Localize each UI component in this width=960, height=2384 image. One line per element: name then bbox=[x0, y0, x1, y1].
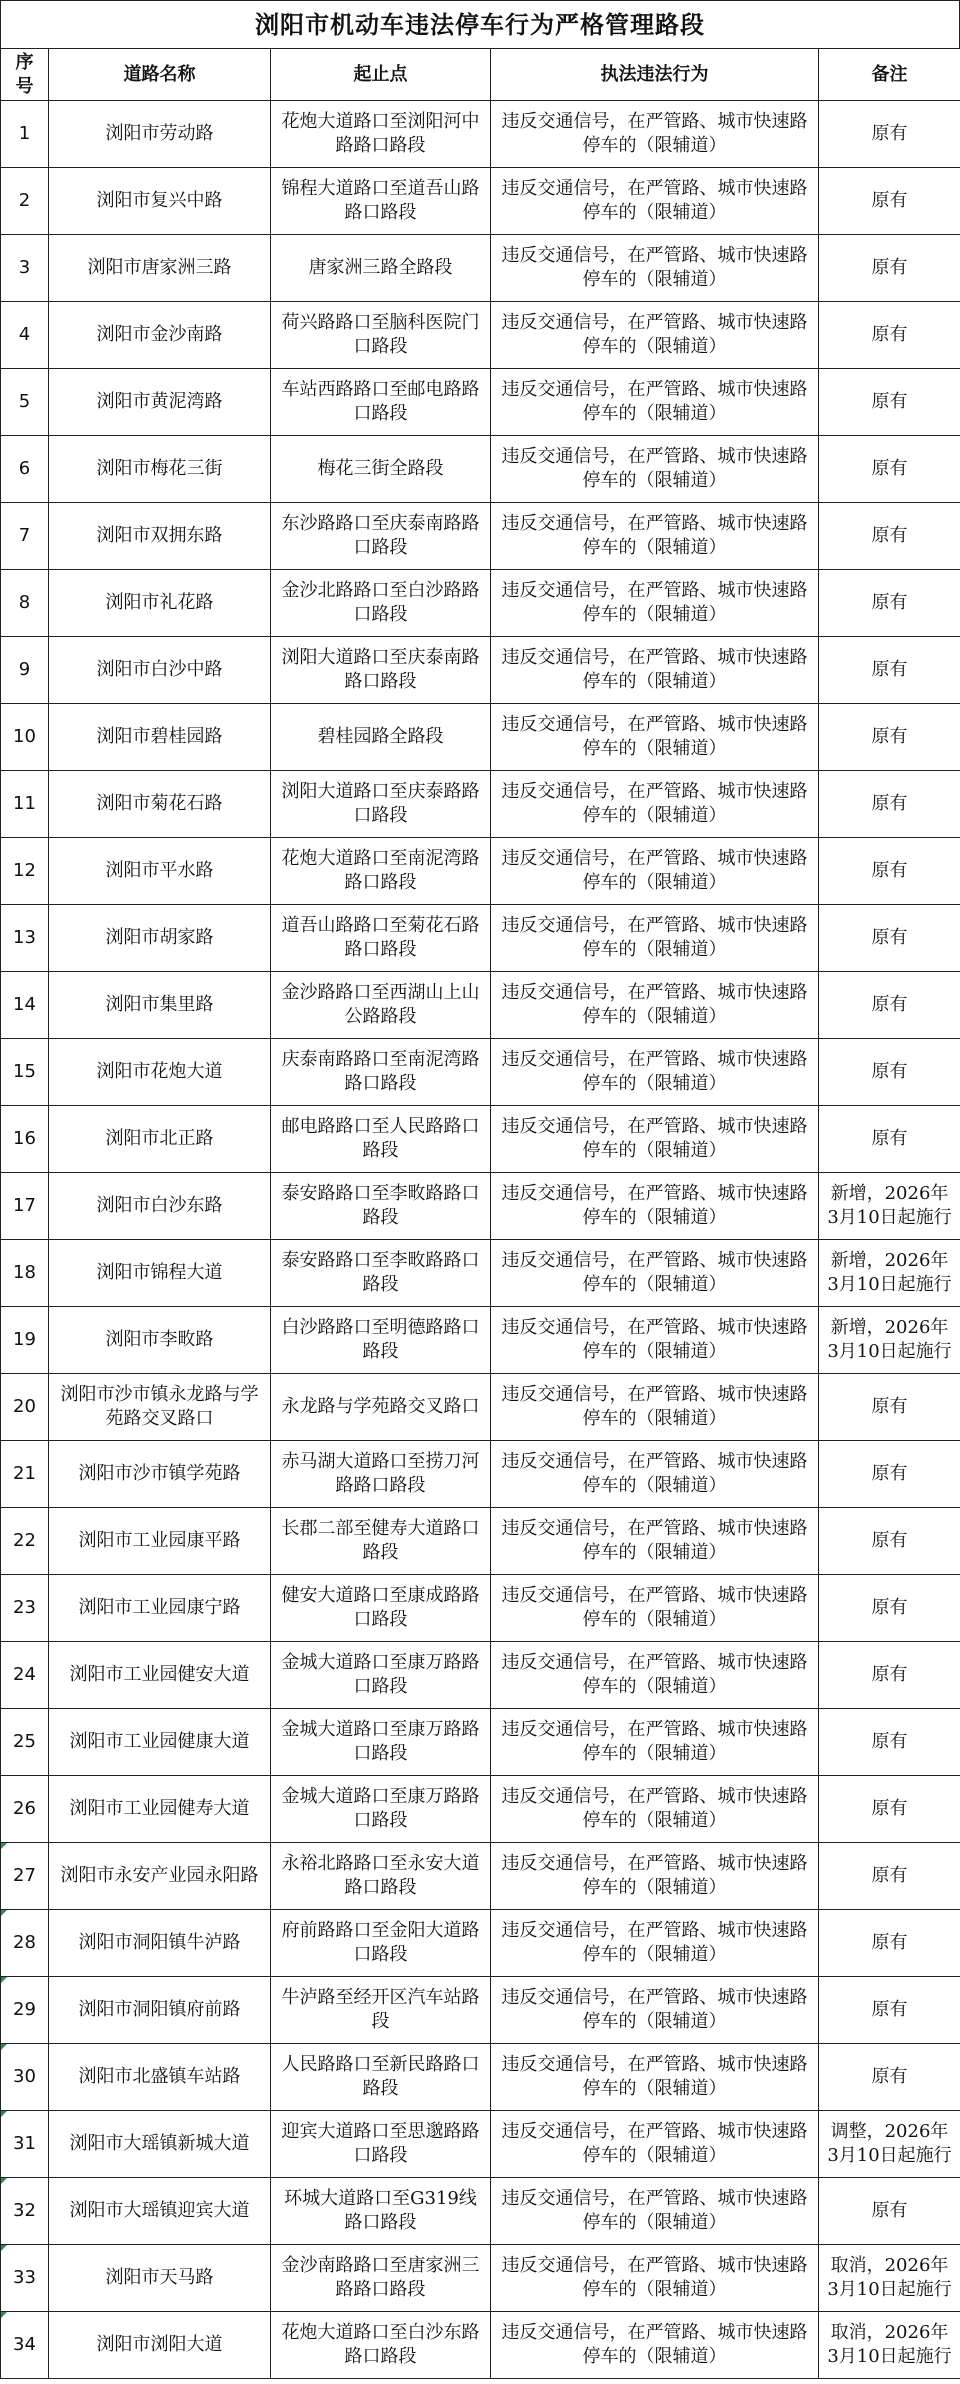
cell-range: 花炮大道路口至南泥湾路路口路段 bbox=[271, 838, 491, 905]
cell-no: 19 bbox=[1, 1307, 49, 1374]
table-row bbox=[1, 1106, 960, 1173]
cell-note: 原有 bbox=[819, 2178, 960, 2245]
cell-road-name: 浏阳市白沙中路 bbox=[49, 637, 271, 704]
cell-range: 永裕北路路口至永安大道路口路段 bbox=[271, 1843, 491, 1910]
cell-road-name: 浏阳市花炮大道 bbox=[49, 1039, 271, 1106]
cell-road-name: 浏阳市唐家洲三路 bbox=[49, 235, 271, 302]
cell-range: 金城大道路口至康万路路口路段 bbox=[271, 1642, 491, 1709]
cell-road-name: 浏阳市工业园康平路 bbox=[49, 1508, 271, 1575]
table-row bbox=[1, 905, 960, 972]
cell-no: 27 bbox=[1, 1843, 49, 1910]
cell-road-name: 浏阳市大瑶镇迎宾大道 bbox=[49, 2178, 271, 2245]
cell-corner-marker bbox=[1, 1977, 7, 1983]
cell-range: 庆泰南路路口至南泥湾路路口路段 bbox=[271, 1039, 491, 1106]
header-no: 序号 bbox=[1, 49, 49, 101]
cell-no: 10 bbox=[1, 704, 49, 771]
cell-no: 20 bbox=[1, 1374, 49, 1441]
cell-no: 6 bbox=[1, 436, 49, 503]
cell-behavior: 违反交通信号，在严管路、城市快速路停车的（限辅道） bbox=[491, 1441, 819, 1508]
cell-note: 原有 bbox=[819, 570, 960, 637]
cell-range: 东沙路路口至庆泰南路路口路段 bbox=[271, 503, 491, 570]
cell-road-name: 浏阳市北盛镇车站路 bbox=[49, 2044, 271, 2111]
table-row bbox=[1, 1307, 960, 1374]
roads-table bbox=[0, 48, 960, 2379]
cell-range: 环城大道路口至G319线路口路段 bbox=[271, 2178, 491, 2245]
cell-note: 原有 bbox=[819, 1843, 960, 1910]
table-row bbox=[1, 838, 960, 905]
cell-road-name: 浏阳市北正路 bbox=[49, 1106, 271, 1173]
cell-note: 原有 bbox=[819, 1374, 960, 1441]
cell-note: 原有 bbox=[819, 1106, 960, 1173]
table-row bbox=[1, 1508, 960, 1575]
cell-no: 34 bbox=[1, 2312, 49, 2379]
cell-corner-marker bbox=[1, 1910, 7, 1916]
cell-behavior: 违反交通信号，在严管路、城市快速路停车的（限辅道） bbox=[491, 2178, 819, 2245]
table-row bbox=[1, 1441, 960, 1508]
cell-no: 32 bbox=[1, 2178, 49, 2245]
table-row bbox=[1, 369, 960, 436]
cell-note: 原有 bbox=[819, 1709, 960, 1776]
table-row bbox=[1, 771, 960, 838]
cell-no: 22 bbox=[1, 1508, 49, 1575]
cell-behavior: 违反交通信号，在严管路、城市快速路停车的（限辅道） bbox=[491, 2111, 819, 2178]
cell-road-name: 浏阳市洞阳镇府前路 bbox=[49, 1977, 271, 2044]
cell-behavior: 违反交通信号，在严管路、城市快速路停车的（限辅道） bbox=[491, 1575, 819, 1642]
cell-road-name: 浏阳市碧桂园路 bbox=[49, 704, 271, 771]
cell-road-name: 浏阳市胡家路 bbox=[49, 905, 271, 972]
cell-no: 4 bbox=[1, 302, 49, 369]
cell-behavior: 违反交通信号，在严管路、城市快速路停车的（限辅道） bbox=[491, 570, 819, 637]
cell-no: 14 bbox=[1, 972, 49, 1039]
cell-corner-marker bbox=[1, 1843, 7, 1849]
cell-range: 赤马湖大道路口至捞刀河路路口路段 bbox=[271, 1441, 491, 1508]
cell-road-name: 浏阳市沙市镇学苑路 bbox=[49, 1441, 271, 1508]
cell-behavior: 违反交通信号，在严管路、城市快速路停车的（限辅道） bbox=[491, 302, 819, 369]
cell-no: 23 bbox=[1, 1575, 49, 1642]
table-row bbox=[1, 2178, 960, 2245]
cell-road-name: 浏阳市永安产业园永阳路 bbox=[49, 1843, 271, 1910]
cell-note: 原有 bbox=[819, 1039, 960, 1106]
table-row bbox=[1, 1776, 960, 1843]
table-row bbox=[1, 1977, 960, 2044]
table-row bbox=[1, 235, 960, 302]
cell-road-name: 浏阳市白沙东路 bbox=[49, 1173, 271, 1240]
cell-note: 原有 bbox=[819, 369, 960, 436]
cell-no: 2 bbox=[1, 168, 49, 235]
cell-note: 原有 bbox=[819, 1642, 960, 1709]
cell-range: 荷兴路路口至脑科医院门口路段 bbox=[271, 302, 491, 369]
cell-note: 调整，2026年3月10日起施行 bbox=[819, 2111, 960, 2178]
table-row bbox=[1, 436, 960, 503]
cell-no: 21 bbox=[1, 1441, 49, 1508]
table-row bbox=[1, 2245, 960, 2312]
cell-note: 新增，2026年3月10日起施行 bbox=[819, 1240, 960, 1307]
cell-range: 泰安路路口至李畋路路口路段 bbox=[271, 1173, 491, 1240]
cell-range: 白沙路路口至明德路路口路段 bbox=[271, 1307, 491, 1374]
table-row bbox=[1, 101, 960, 168]
cell-range: 邮电路路口至人民路路口路段 bbox=[271, 1106, 491, 1173]
cell-note: 原有 bbox=[819, 771, 960, 838]
cell-behavior: 违反交通信号，在严管路、城市快速路停车的（限辅道） bbox=[491, 1977, 819, 2044]
cell-no: 3 bbox=[1, 235, 49, 302]
cell-behavior: 违反交通信号，在严管路、城市快速路停车的（限辅道） bbox=[491, 1307, 819, 1374]
cell-behavior: 违反交通信号，在严管路、城市快速路停车的（限辅道） bbox=[491, 1642, 819, 1709]
cell-range: 永龙路与学苑路交叉路口 bbox=[271, 1374, 491, 1441]
cell-no: 28 bbox=[1, 1910, 49, 1977]
cell-corner-marker bbox=[1, 2111, 7, 2117]
cell-corner-marker bbox=[1, 2312, 7, 2318]
cell-range: 浏阳大道路口至庆泰路路口路段 bbox=[271, 771, 491, 838]
cell-range: 人民路路口至新民路路口路段 bbox=[271, 2044, 491, 2111]
cell-range: 金城大道路口至康万路路口路段 bbox=[271, 1776, 491, 1843]
cell-no: 15 bbox=[1, 1039, 49, 1106]
cell-no: 29 bbox=[1, 1977, 49, 2044]
cell-range: 长郡二部至健寿大道路口路段 bbox=[271, 1508, 491, 1575]
cell-road-name: 浏阳市双拥东路 bbox=[49, 503, 271, 570]
cell-note: 原有 bbox=[819, 235, 960, 302]
cell-range: 唐家洲三路全路段 bbox=[271, 235, 491, 302]
cell-range: 健安大道路口至康成路路口路段 bbox=[271, 1575, 491, 1642]
cell-no: 13 bbox=[1, 905, 49, 972]
cell-note: 新增，2026年3月10日起施行 bbox=[819, 1307, 960, 1374]
cell-range: 碧桂园路全路段 bbox=[271, 704, 491, 771]
cell-behavior: 违反交通信号，在严管路、城市快速路停车的（限辅道） bbox=[491, 1709, 819, 1776]
cell-note: 原有 bbox=[819, 436, 960, 503]
cell-behavior: 违反交通信号，在严管路、城市快速路停车的（限辅道） bbox=[491, 972, 819, 1039]
table-row bbox=[1, 1709, 960, 1776]
cell-note: 原有 bbox=[819, 1508, 960, 1575]
cell-road-name: 浏阳市工业园健寿大道 bbox=[49, 1776, 271, 1843]
table-row bbox=[1, 2044, 960, 2111]
cell-range: 迎宾大道路口至思邈路路口路段 bbox=[271, 2111, 491, 2178]
table-row bbox=[1, 1240, 960, 1307]
cell-no: 33 bbox=[1, 2245, 49, 2312]
table-row bbox=[1, 1575, 960, 1642]
table-row bbox=[1, 1642, 960, 1709]
table-row bbox=[1, 168, 960, 235]
cell-no: 5 bbox=[1, 369, 49, 436]
table-row bbox=[1, 503, 960, 570]
cell-range: 花炮大道路口至浏阳河中路路口路段 bbox=[271, 101, 491, 168]
cell-behavior: 违反交通信号，在严管路、城市快速路停车的（限辅道） bbox=[491, 1776, 819, 1843]
cell-range: 金沙南路路口至唐家洲三路路口路段 bbox=[271, 2245, 491, 2312]
cell-road-name: 浏阳市洞阳镇牛泸路 bbox=[49, 1910, 271, 1977]
table-header-row bbox=[1, 49, 960, 101]
cell-no: 26 bbox=[1, 1776, 49, 1843]
cell-behavior: 违反交通信号，在严管路、城市快速路停车的（限辅道） bbox=[491, 1508, 819, 1575]
table-row bbox=[1, 2312, 960, 2379]
cell-road-name: 浏阳市天马路 bbox=[49, 2245, 271, 2312]
cell-road-name: 浏阳市工业园健安大道 bbox=[49, 1642, 271, 1709]
cell-road-name: 浏阳市黄泥湾路 bbox=[49, 369, 271, 436]
cell-range: 浏阳大道路口至庆泰南路路口路段 bbox=[271, 637, 491, 704]
cell-behavior: 违反交通信号，在严管路、城市快速路停车的（限辅道） bbox=[491, 168, 819, 235]
cell-road-name: 浏阳市锦程大道 bbox=[49, 1240, 271, 1307]
cell-note: 新增，2026年3月10日起施行 bbox=[819, 1173, 960, 1240]
cell-road-name: 浏阳市劳动路 bbox=[49, 101, 271, 168]
cell-range: 锦程大道路口至道吾山路路口路段 bbox=[271, 168, 491, 235]
cell-note: 原有 bbox=[819, 704, 960, 771]
cell-note: 原有 bbox=[819, 905, 960, 972]
cell-no: 1 bbox=[1, 101, 49, 168]
table-row bbox=[1, 972, 960, 1039]
table-row bbox=[1, 2111, 960, 2178]
cell-no: 31 bbox=[1, 2111, 49, 2178]
cell-note: 原有 bbox=[819, 168, 960, 235]
cell-no: 18 bbox=[1, 1240, 49, 1307]
page-title: 浏阳市机动车违法停车行为严格管理路段 bbox=[0, 0, 960, 48]
table-row bbox=[1, 1039, 960, 1106]
cell-behavior: 违反交通信号，在严管路、城市快速路停车的（限辅道） bbox=[491, 637, 819, 704]
cell-road-name: 浏阳市李畋路 bbox=[49, 1307, 271, 1374]
cell-behavior: 违反交通信号，在严管路、城市快速路停车的（限辅道） bbox=[491, 1240, 819, 1307]
cell-note: 取消，2026年3月10日起施行 bbox=[819, 2245, 960, 2312]
cell-behavior: 违反交通信号，在严管路、城市快速路停车的（限辅道） bbox=[491, 436, 819, 503]
cell-note: 原有 bbox=[819, 1575, 960, 1642]
cell-note: 原有 bbox=[819, 101, 960, 168]
cell-behavior: 违反交通信号，在严管路、城市快速路停车的（限辅道） bbox=[491, 2245, 819, 2312]
cell-corner-marker bbox=[1, 2245, 7, 2251]
cell-behavior: 违反交通信号，在严管路、城市快速路停车的（限辅道） bbox=[491, 2044, 819, 2111]
cell-road-name: 浏阳市平水路 bbox=[49, 838, 271, 905]
cell-behavior: 违反交通信号，在严管路、城市快速路停车的（限辅道） bbox=[491, 1039, 819, 1106]
cell-note: 原有 bbox=[819, 838, 960, 905]
cell-range: 牛泸路至经开区汽车站路段 bbox=[271, 1977, 491, 2044]
cell-no: 17 bbox=[1, 1173, 49, 1240]
cell-road-name: 浏阳市菊花石路 bbox=[49, 771, 271, 838]
cell-note: 原有 bbox=[819, 637, 960, 704]
cell-note: 原有 bbox=[819, 1977, 960, 2044]
header-range: 起止点 bbox=[271, 49, 491, 101]
cell-corner-marker bbox=[1, 2178, 7, 2184]
table-row bbox=[1, 1374, 960, 1441]
cell-no: 7 bbox=[1, 503, 49, 570]
cell-behavior: 违反交通信号，在严管路、城市快速路停车的（限辅道） bbox=[491, 1106, 819, 1173]
cell-behavior: 违反交通信号，在严管路、城市快速路停车的（限辅道） bbox=[491, 905, 819, 972]
cell-behavior: 违反交通信号，在严管路、城市快速路停车的（限辅道） bbox=[491, 1374, 819, 1441]
cell-no: 24 bbox=[1, 1642, 49, 1709]
cell-road-name: 浏阳市金沙南路 bbox=[49, 302, 271, 369]
cell-behavior: 违反交通信号，在严管路、城市快速路停车的（限辅道） bbox=[491, 1910, 819, 1977]
table-row bbox=[1, 302, 960, 369]
cell-road-name: 浏阳市工业园康宁路 bbox=[49, 1575, 271, 1642]
table-row bbox=[1, 704, 960, 771]
cell-behavior: 违反交通信号，在严管路、城市快速路停车的（限辅道） bbox=[491, 704, 819, 771]
cell-no: 25 bbox=[1, 1709, 49, 1776]
cell-behavior: 违反交通信号，在严管路、城市快速路停车的（限辅道） bbox=[491, 1173, 819, 1240]
cell-range: 府前路路口至金阳大道路口路段 bbox=[271, 1910, 491, 1977]
cell-no: 11 bbox=[1, 771, 49, 838]
cell-no: 9 bbox=[1, 637, 49, 704]
cell-no: 16 bbox=[1, 1106, 49, 1173]
table-row bbox=[1, 1843, 960, 1910]
cell-behavior: 违反交通信号，在严管路、城市快速路停车的（限辅道） bbox=[491, 369, 819, 436]
cell-road-name: 浏阳市浏阳大道 bbox=[49, 2312, 271, 2379]
cell-range: 金城大道路口至康万路路口路段 bbox=[271, 1709, 491, 1776]
header-note: 备注 bbox=[819, 49, 960, 101]
cell-note: 原有 bbox=[819, 2044, 960, 2111]
cell-range: 道吾山路路口至菊花石路路口路段 bbox=[271, 905, 491, 972]
cell-behavior: 违反交通信号，在严管路、城市快速路停车的（限辅道） bbox=[491, 2312, 819, 2379]
cell-road-name: 浏阳市工业园健康大道 bbox=[49, 1709, 271, 1776]
cell-behavior: 违反交通信号，在严管路、城市快速路停车的（限辅道） bbox=[491, 503, 819, 570]
cell-range: 花炮大道路口至白沙东路路口路段 bbox=[271, 2312, 491, 2379]
cell-range: 金沙路路口至西湖山上山公路路段 bbox=[271, 972, 491, 1039]
cell-behavior: 违反交通信号，在严管路、城市快速路停车的（限辅道） bbox=[491, 838, 819, 905]
cell-road-name: 浏阳市复兴中路 bbox=[49, 168, 271, 235]
header-behavior: 执法违法行为 bbox=[491, 49, 819, 101]
cell-behavior: 违反交通信号，在严管路、城市快速路停车的（限辅道） bbox=[491, 101, 819, 168]
cell-behavior: 违反交通信号，在严管路、城市快速路停车的（限辅道） bbox=[491, 1843, 819, 1910]
cell-note: 原有 bbox=[819, 1441, 960, 1508]
table-row bbox=[1, 570, 960, 637]
cell-range: 金沙北路路口至白沙路路口路段 bbox=[271, 570, 491, 637]
cell-road-name: 浏阳市大瑶镇新城大道 bbox=[49, 2111, 271, 2178]
cell-road-name: 浏阳市沙市镇永龙路与学苑路交叉路口 bbox=[49, 1374, 271, 1441]
cell-note: 原有 bbox=[819, 503, 960, 570]
cell-no: 30 bbox=[1, 2044, 49, 2111]
header-road: 道路名称 bbox=[49, 49, 271, 101]
cell-behavior: 违反交通信号，在严管路、城市快速路停车的（限辅道） bbox=[491, 235, 819, 302]
cell-range: 泰安路路口至李畋路路口路段 bbox=[271, 1240, 491, 1307]
cell-note: 原有 bbox=[819, 972, 960, 1039]
cell-range: 车站西路路口至邮电路路口路段 bbox=[271, 369, 491, 436]
cell-note: 原有 bbox=[819, 1910, 960, 1977]
cell-note: 取消，2026年3月10日起施行 bbox=[819, 2312, 960, 2379]
cell-note: 原有 bbox=[819, 302, 960, 369]
table-row bbox=[1, 1173, 960, 1240]
cell-road-name: 浏阳市集里路 bbox=[49, 972, 271, 1039]
cell-no: 8 bbox=[1, 570, 49, 637]
cell-behavior: 违反交通信号，在严管路、城市快速路停车的（限辅道） bbox=[491, 771, 819, 838]
cell-road-name: 浏阳市梅花三街 bbox=[49, 436, 271, 503]
table-row bbox=[1, 1910, 960, 1977]
cell-road-name: 浏阳市礼花路 bbox=[49, 570, 271, 637]
table-body bbox=[1, 101, 960, 2379]
cell-range: 梅花三街全路段 bbox=[271, 436, 491, 503]
cell-corner-marker bbox=[1, 2044, 7, 2050]
cell-note: 原有 bbox=[819, 1776, 960, 1843]
table-row bbox=[1, 637, 960, 704]
cell-no: 12 bbox=[1, 838, 49, 905]
